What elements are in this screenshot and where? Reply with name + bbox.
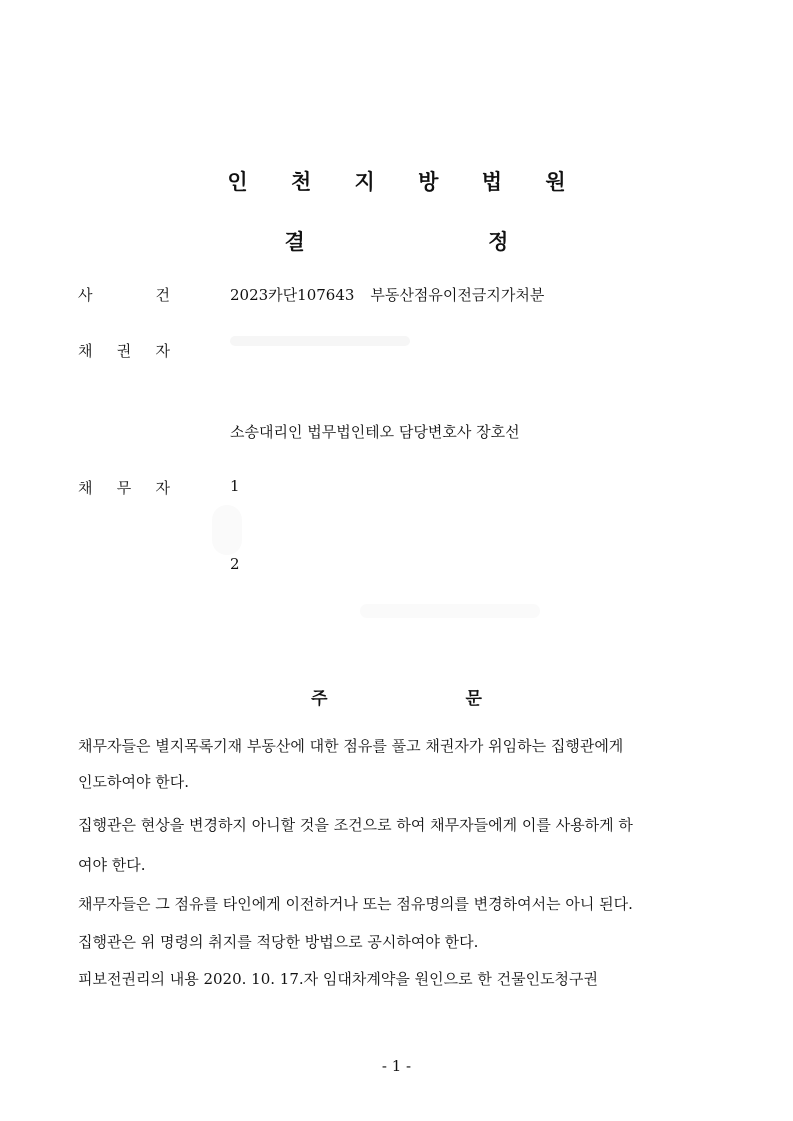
debtor-label: 채 무 자: [78, 479, 170, 497]
case-name: 부동산점유이전금지가처분: [370, 286, 545, 304]
redacted-area: [212, 505, 242, 555]
order-line: 집행관은 위 명령의 취지를 적당한 방법으로 공시하여야 한다.: [78, 933, 479, 951]
order-line: 집행관은 현상을 변경하지 아니할 것을 조건으로 하여 채무자들에게 이를 사용하게 하: [78, 816, 633, 834]
order-line: 채무자들은 별지목록기재 부동산에 대한 점유를 풀고 채권자가 위임하는 집행관에게: [78, 737, 624, 755]
order-line: 채무자들은 그 점유를 타인에게 이전하거나 또는 점유명의를 변경하여서는 아니 된다.: [78, 895, 633, 913]
court-name: 인 천 지 방 법 원: [227, 170, 584, 194]
redacted-area: [230, 336, 410, 346]
page-number: - 1 -: [381, 1057, 412, 1075]
debtor-entry-2: 2: [230, 555, 240, 573]
debtor-entry-1: 1: [230, 477, 240, 495]
order-heading: 주 문: [311, 689, 548, 709]
order-line: 인도하여야 한다.: [78, 773, 189, 791]
case-value: [230, 284, 544, 305]
case-number: 2023카단107643: [230, 286, 355, 304]
redacted-area: [360, 604, 540, 618]
order-line: 여야 한다.: [78, 856, 146, 874]
creditor-counsel: 소송대리인 법무법인테오 담당변호사 장호선: [230, 423, 520, 441]
order-line: 피보전권리의 내용 2020. 10. 17.자 임대차계약을 원인으로 한 건물인도청구권: [78, 970, 599, 988]
creditor-label: 채 권 자: [78, 342, 170, 360]
document-type: 결 정: [284, 230, 597, 254]
case-label: 사 건: [78, 286, 170, 304]
